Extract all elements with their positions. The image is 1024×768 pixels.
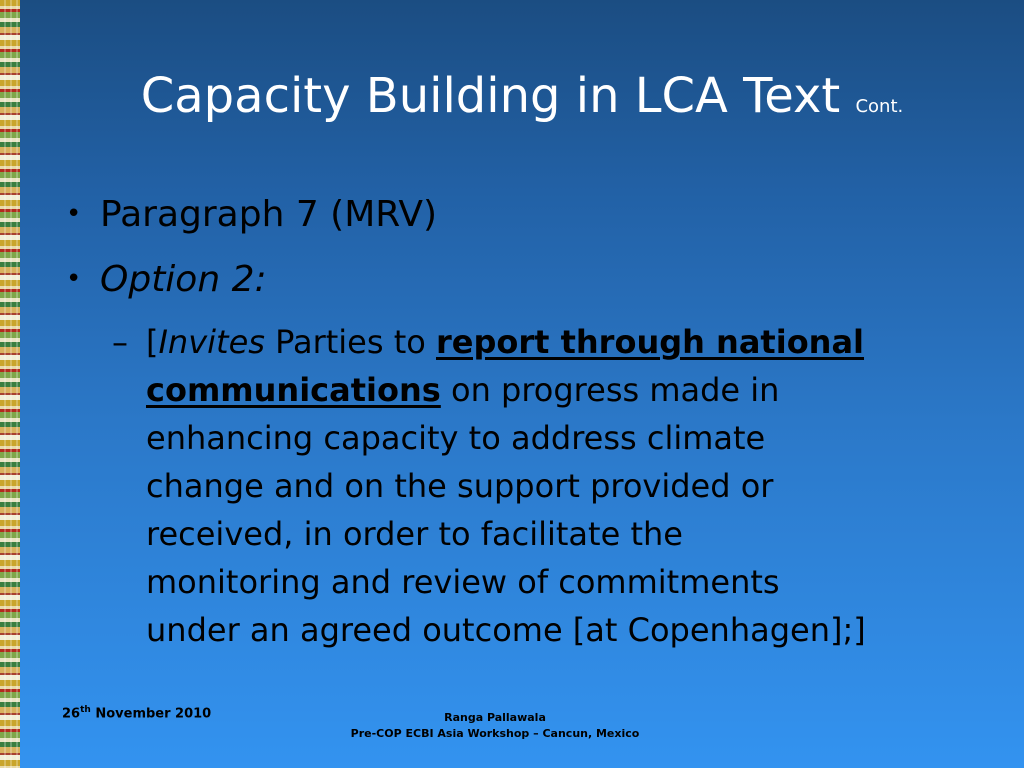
text-before-emphasis: Parties to <box>264 323 436 361</box>
footer-credits <box>300 710 690 742</box>
footer-date-day: 26 <box>62 706 81 722</box>
sub-bullet-line: monitoring and review of commitments <box>146 563 780 601</box>
sub-bullet-line <box>146 366 912 414</box>
slide-title <box>20 66 1024 137</box>
verb-invites: Invites <box>158 323 265 361</box>
footer-presenter: Ranga Pallawala <box>444 711 546 724</box>
bullet-text: Paragraph 7 (MRV) <box>100 194 438 235</box>
sub-bullet-line: enhancing capacity to address climate <box>146 419 766 457</box>
emphasis-communications: communications <box>146 371 441 409</box>
bullet-paragraph-7 <box>66 192 437 237</box>
footer-event: Pre-COP ECBI Asia Workshop – Cancun, Mexico <box>350 727 640 740</box>
footer-date <box>62 705 211 721</box>
bullet-text: Option 2: <box>100 259 267 300</box>
emphasis-report-through-national: report through national <box>436 323 865 361</box>
sub-bullet-line: under an agreed outcome [at Copenhagen];] <box>146 611 866 649</box>
slide-title-text: Capacity Building in LCA Text <box>140 68 841 124</box>
open-bracket: [ <box>146 323 159 361</box>
sub-bullet-marker: – <box>112 323 128 361</box>
footer-date-rest: November 2010 <box>90 706 212 722</box>
decorative-left-border <box>0 0 20 768</box>
sub-bullet-line <box>146 318 912 366</box>
line-2-rest: on progress made in <box>440 371 780 409</box>
bullet-marker: • <box>66 199 82 229</box>
sub-bullet-invites-parties <box>112 318 912 654</box>
bullet-option-2 <box>66 257 267 302</box>
bullet-marker: • <box>66 264 82 294</box>
footer-date-suffix: th <box>80 705 91 715</box>
sub-bullet-line: change and on the support provided or <box>146 467 774 505</box>
sub-bullet-body <box>146 318 912 654</box>
slide-title-suffix: Cont. <box>855 96 904 117</box>
sub-bullet-line: received, in order to facilitate the <box>146 515 683 553</box>
